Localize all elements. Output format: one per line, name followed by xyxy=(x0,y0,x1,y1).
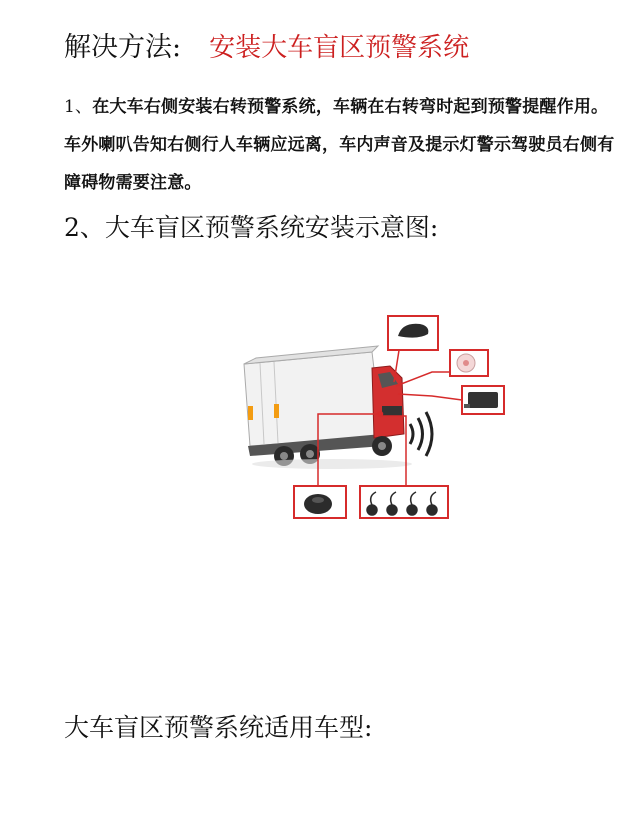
truck-illustration xyxy=(244,346,412,469)
sensor-icon xyxy=(360,486,448,518)
paragraph-number: 1、 xyxy=(64,97,93,117)
description-paragraph xyxy=(64,88,624,202)
sound-waves xyxy=(410,412,432,456)
buzzer-icon xyxy=(294,486,346,518)
section-3-heading: 大车盲区预警系统适用车型: xyxy=(64,713,373,742)
section-2-number: 2、 xyxy=(64,213,105,242)
paragraph-text: 在大车右侧安装右转预警系统，车辆在右转弯时起到预警提醒作用。车外喇叭告知右侧行人车辆应远离，车内声音及提示灯警示驾驶员右侧有障碍物需要注意。 xyxy=(64,97,615,193)
speaker-icon xyxy=(388,316,438,350)
heading-prefix: 解决方法: xyxy=(64,32,182,63)
control-box-icon xyxy=(462,386,504,414)
installation-diagram xyxy=(232,306,512,526)
indicator-light-icon xyxy=(450,350,488,376)
heading-highlight: 安装大车盲区预警系统 xyxy=(209,33,470,63)
section-2-heading xyxy=(64,206,438,250)
solution-heading xyxy=(64,28,469,68)
section-2-title: 大车盲区预警系统安装示意图: xyxy=(104,213,439,242)
